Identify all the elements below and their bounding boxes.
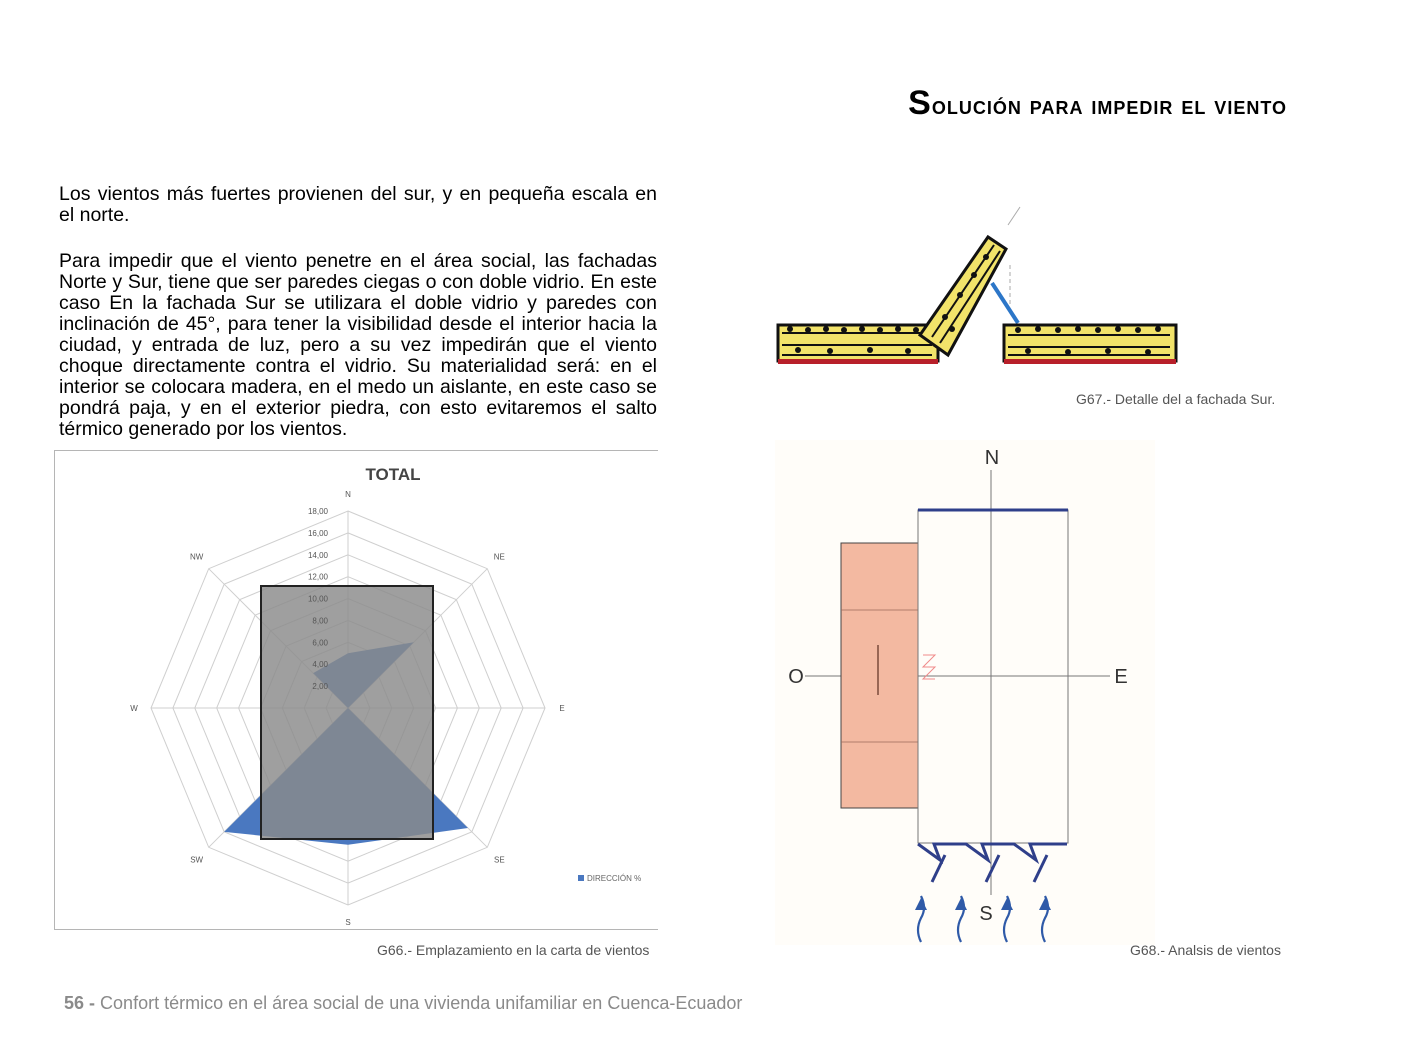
compass-east: E: [1114, 666, 1128, 688]
direction-label: W: [130, 704, 138, 713]
page-footer: [64, 993, 742, 1014]
radar-tick-label: 6,00: [312, 638, 328, 648]
radar-tick-label: 8,00: [312, 616, 328, 626]
radar-tick-label: 2,00: [312, 682, 328, 692]
direction-label: NE: [493, 552, 505, 562]
compass-north: N: [984, 447, 1000, 469]
radar-tick-label: 10,00: [307, 594, 328, 604]
direction-label: E: [559, 704, 565, 713]
caption-g66: G66.- Emplazamiento en la carta de vientos: [377, 942, 650, 958]
direction-label: SW: [190, 855, 204, 865]
direction-label: NW: [190, 552, 204, 562]
intro-paragraph-1: Los vientos más fuertes provienen del sur, y en pequeña escala en el norte.: [59, 183, 657, 226]
radar-tick-label: 12,00: [307, 572, 328, 582]
page-title: Solución para impedir el viento: [908, 84, 1287, 122]
south-facade-detail: [770, 205, 1190, 375]
direction-label: N: [345, 490, 351, 499]
chart-title: TOTAL: [365, 465, 421, 484]
radar-tick-label: 16,00: [307, 528, 328, 538]
caption-g68: G68.- Analsis de vientos: [1130, 942, 1281, 958]
intro-paragraph-2: Para impedir que el viento penetre en el área social, las fachadas Norte y Sur, tiene que ser paredes ciegas o con doble vidrio. En este caso En la fachada Sur se utilizara el doble vidrio y paredes con inclinación de 45°, para tener la visibilidad desde el interior hacia la ciudad, y entrada de luz, pero a su vez impedirán que el viento choque directamente contra el vidrio. Su materialidad será: en el interior se colocara madera, en el medo un aislante, en este caso se pondrá paja, y en el exterior piedra, con esto evitaremos el salto térmico generado por los vientos.: [59, 250, 657, 440]
legend-swatch: [578, 875, 584, 881]
direction-label: SE: [493, 855, 505, 865]
social-area-block: [841, 543, 918, 808]
direction-label: S: [345, 918, 351, 927]
radar-tick-label: 4,00: [312, 660, 328, 670]
wind-rose-chart: [54, 450, 658, 930]
page-number: 56 -: [64, 993, 96, 1013]
compass-west: O: [788, 666, 804, 688]
legend-label: DIRECCIÓN %: [587, 874, 642, 883]
compass-south: S: [979, 903, 993, 925]
wind-analysis-plan: [775, 440, 1155, 945]
radar-tick-label: 14,00: [307, 550, 328, 560]
radar-svg: [55, 451, 658, 929]
footer-text: Confort térmico en el área social de una vivienda unifamiliar en Cuenca-Ecuador: [100, 993, 743, 1013]
caption-g67: G67.- Detalle del a fachada Sur.: [1076, 391, 1276, 407]
building-footprint: [261, 586, 433, 839]
radar-tick-label: 18,00: [307, 507, 328, 516]
